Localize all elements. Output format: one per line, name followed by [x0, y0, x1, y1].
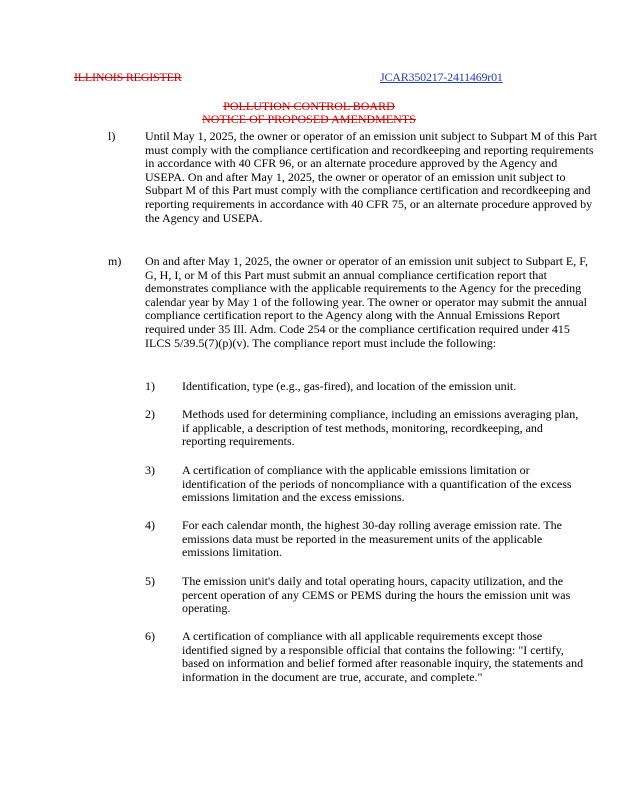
- subitem-text: Identification, type (e.g., gas-fired), and location of the emission unit.: [182, 379, 517, 393]
- subitem-3: [145, 464, 585, 505]
- subitem-2: [145, 408, 585, 449]
- subitem-label: 2): [145, 407, 155, 421]
- subitem-text: A certification of compliance with all applicable requirements except those identified signed by a responsible official that contains the following: "I certify, based on information and belief formed after reasonable inquiry, the statements and information in the document are true, accurate, and complete.": [182, 629, 584, 684]
- subitem-label: 5): [145, 574, 155, 588]
- subitem-4: [145, 519, 585, 560]
- subitem-text: For each calendar month, the highest 30-day rolling average emission rate. The emissions data must be reported in the measurement units of the applicable emissions limitation.: [182, 518, 562, 560]
- paragraph-l: [108, 130, 598, 225]
- subitem-label: 3): [145, 463, 155, 477]
- paragraph-text: Until May 1, 2025, the owner or operator of an emission unit subject to Subpart M of this Part must comply with the compliance certification and recordkeeping and reporting requirements in accordance with 40 CFR 96, or an alternate procedure approved by the Agency and USEPA. On and after May 1, 2025, the owner or operator of an emission unit subject to Subpart M of this Part must comply with the compliance certification and recordkeeping and reporting requirements in accordance with 40 CFR 75, or an alternate procedure approved by the Agency and USEPA.: [145, 129, 597, 225]
- subitem-1: [145, 380, 585, 394]
- subitem-text: The emission unit's daily and total operating hours, capacity utilization, and the percent operation of any CEMS or PEMS during the hours the emission unit was operating.: [182, 574, 571, 616]
- document-id-link[interactable]: JCAR350217-2411469r01: [380, 70, 503, 84]
- paragraph-label: l): [108, 129, 116, 143]
- register-title: ILLINOIS REGISTER: [74, 70, 182, 84]
- notice-title: NOTICE OF PROPOSED AMENDMENTS: [202, 112, 416, 126]
- subitem-label: 6): [145, 629, 155, 643]
- subitem-label: 1): [145, 379, 155, 393]
- paragraph-m: [108, 255, 598, 350]
- subitem-label: 4): [145, 518, 155, 532]
- paragraph-text: On and after May 1, 2025, the owner or operator of an emission unit subject to Subpart E, F, G, H, I, or M of this Part must submit an annual compliance certification report that demonstrates compliance with the applicable requirements to the Agency for the preceding calendar year by May 1 of the following year. The owner or operator may submit the annual compliance certification report to the Agency along with the Annual Emissions Report required under 35 Ill. Adm. Code 254 or the compliance certification required under 415 ILCS 5/39.5(7)(p)(v). The compliance report must include the following:: [145, 254, 588, 350]
- subitem-text: Methods used for determining compliance, including an emissions averaging plan, if applicable, a description of test methods, monitoring, recordkeeping, and reporting requirements.: [182, 407, 579, 449]
- subitem-text: A certification of compliance with the applicable emissions limitation or identification of the periods of noncompliance with a quantification of the excess emissions limitation and the excess emissions.: [182, 463, 572, 505]
- board-name: POLLUTION CONTROL BOARD: [223, 99, 395, 113]
- subitem-6: [145, 630, 585, 684]
- subitem-5: [145, 575, 585, 616]
- paragraph-label: m): [108, 254, 122, 268]
